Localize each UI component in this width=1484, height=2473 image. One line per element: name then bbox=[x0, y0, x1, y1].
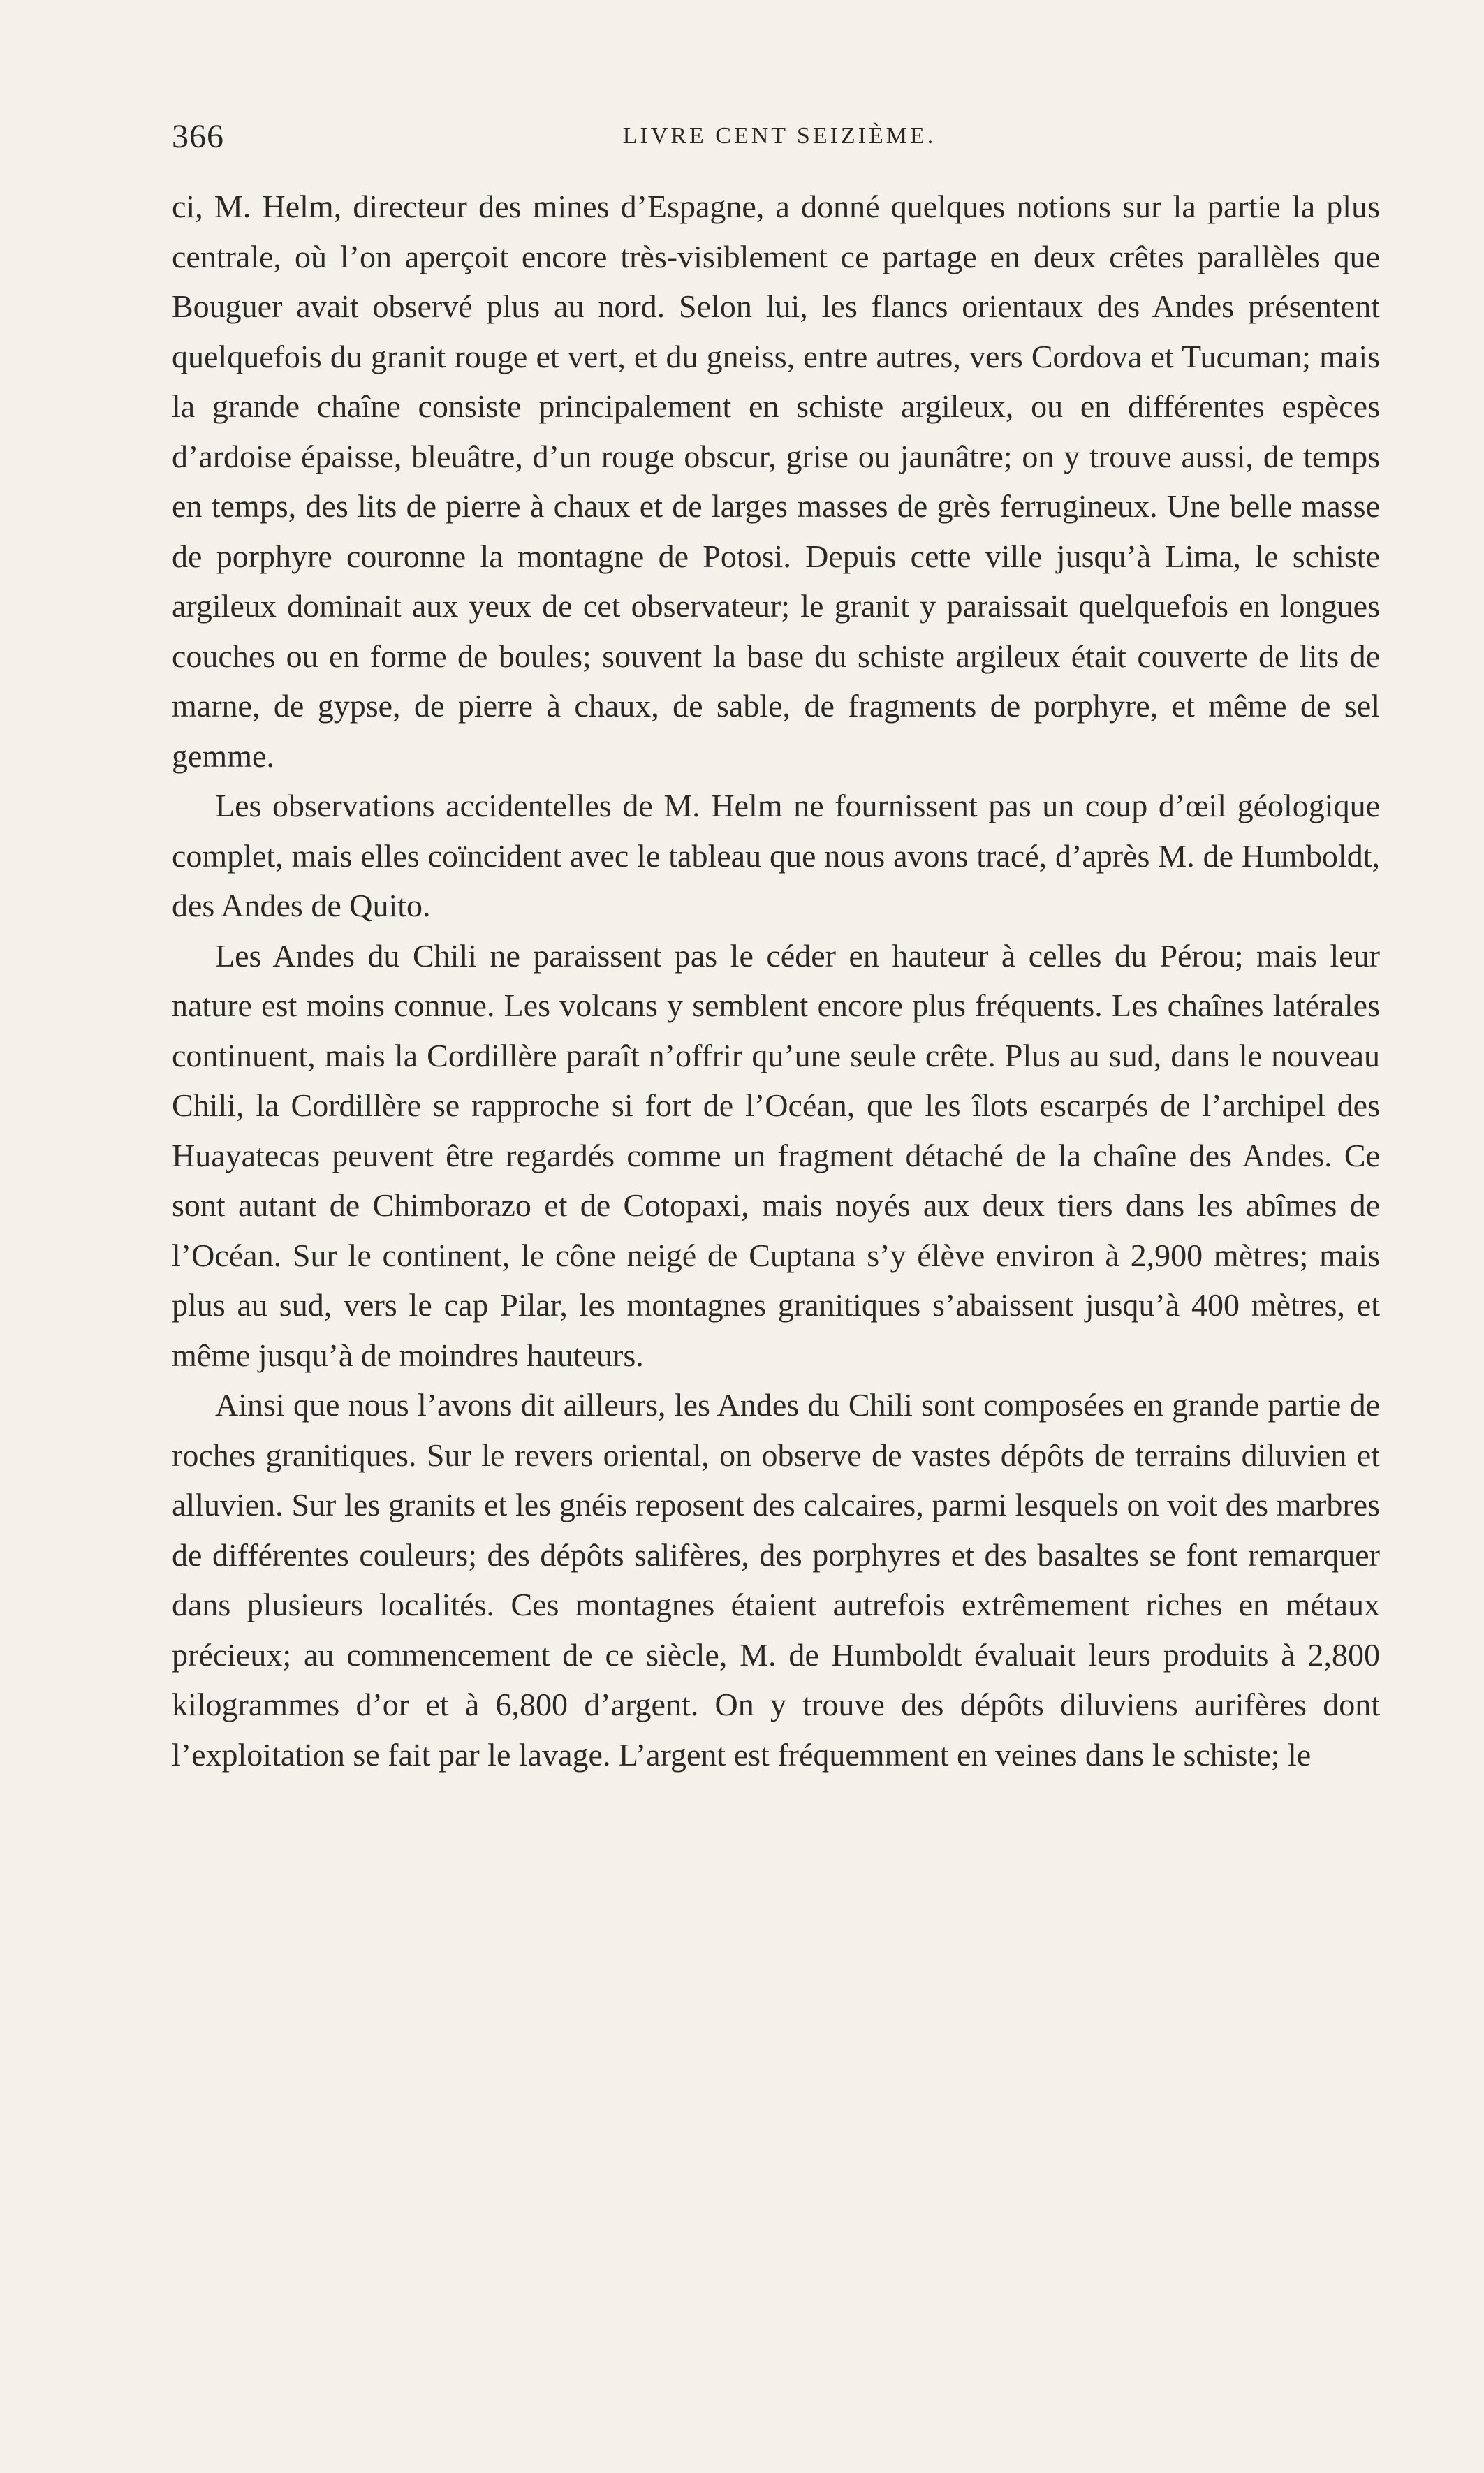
paragraph: Les Andes du Chili ne paraissent pas le céder en hauteur à celles du Pérou; mais leur nature est moins connue. Les volcans y semblent encore plus fréquents. Les chaînes latérales continuent, mais la Cordillère paraît n’offrir qu’une seule crête. Plus au sud, dans le nouveau Chili, la Cordillère se rapproche si fort de l’Océan, que les îlots escarpés de l’archipel des Huayatecas peuvent être regardés comme un fragment détaché de la chaîne des Andes. Ce sont autant de Chimborazo et de Cotopaxi, mais noyés aux deux tiers dans les abîmes de l’Océan. Sur le continent, le cône neigé de Cuptana s’y élève environ à 2,900 mètres; mais plus au sud, vers le cap Pilar, les montagnes granitiques s’abaissent jusqu’à 400 mètres, et même jusqu’à de moindres hauteurs. bbox=[172, 937, 1380, 1373]
running-head: LIVRE CENT SEIZIÈME. bbox=[622, 123, 936, 149]
page-header bbox=[172, 117, 1387, 159]
paragraph: Ainsi que nous l’avons dit ailleurs, les Andes du Chili sont composées en grande partie de roches granitiques. Sur le revers oriental, on observe de vastes dépôts de terrains diluvien et alluvien. Sur les granits et les gnéis reposent des calcaires, parmi lesquels on voit des marbres de différentes couleurs; des dépôts salifères, des porphyres et des basaltes se font remarquer dans plusieurs localités. Ces montagnes étaient autrefois extrêmement riches en métaux précieux; au commencement de ce siècle, M. de Humboldt évaluait leurs produits à 2,800 kilogrammes d’or et à 6,800 d’argent. On y trouve des dépôts diluviens aurifères dont l’exploitation se fait par le lavage. L’argent est fréquemment en veines dans le schiste; le bbox=[172, 1387, 1380, 1773]
page-number: 366 bbox=[172, 118, 224, 155]
paragraph: ci, M. Helm, directeur des mines d’Espagne, a donné quelques notions sur la partie la plus centrale, où l’on aperçoit encore très-visiblement ce partage en deux crêtes parallèles que Bouguer avait observé plus au nord. Selon lui, les flancs orientaux des Andes présentent quelquefois du granit rouge et vert, et du gneiss, entre autres, vers Cordova et Tucuman; mais la grande chaîne consiste principalement en schiste argileux, ou en différentes espèces d’ardoise épaisse, bleuâtre, d’un rouge obscur, grise ou jaunâtre; on y trouve aussi, de temps en temps, des lits de pierre à chaux et de larges masses de grès ferrugineux. Une belle masse de porphyre couronne la montagne de Potosi. Depuis cette ville jusqu’à Lima, le schiste argileux dominait aux yeux de cet observateur; le granit y paraissait quelquefois en longues couches ou en forme de boules; souvent la base du schiste argileux était couverte de lits de marne, de gypse, de pierre à chaux, de sable, de fragments de porphyre, et même de sel gemme. bbox=[172, 189, 1380, 774]
paragraph: Les observations accidentelles de M. Helm ne fournissent pas un coup d’œil géologique complet, mais elles coïncident avec le tableau que nous avons tracé, d’après M. de Humboldt, des Andes de Quito. bbox=[172, 788, 1380, 923]
page-body bbox=[172, 182, 1380, 1779]
